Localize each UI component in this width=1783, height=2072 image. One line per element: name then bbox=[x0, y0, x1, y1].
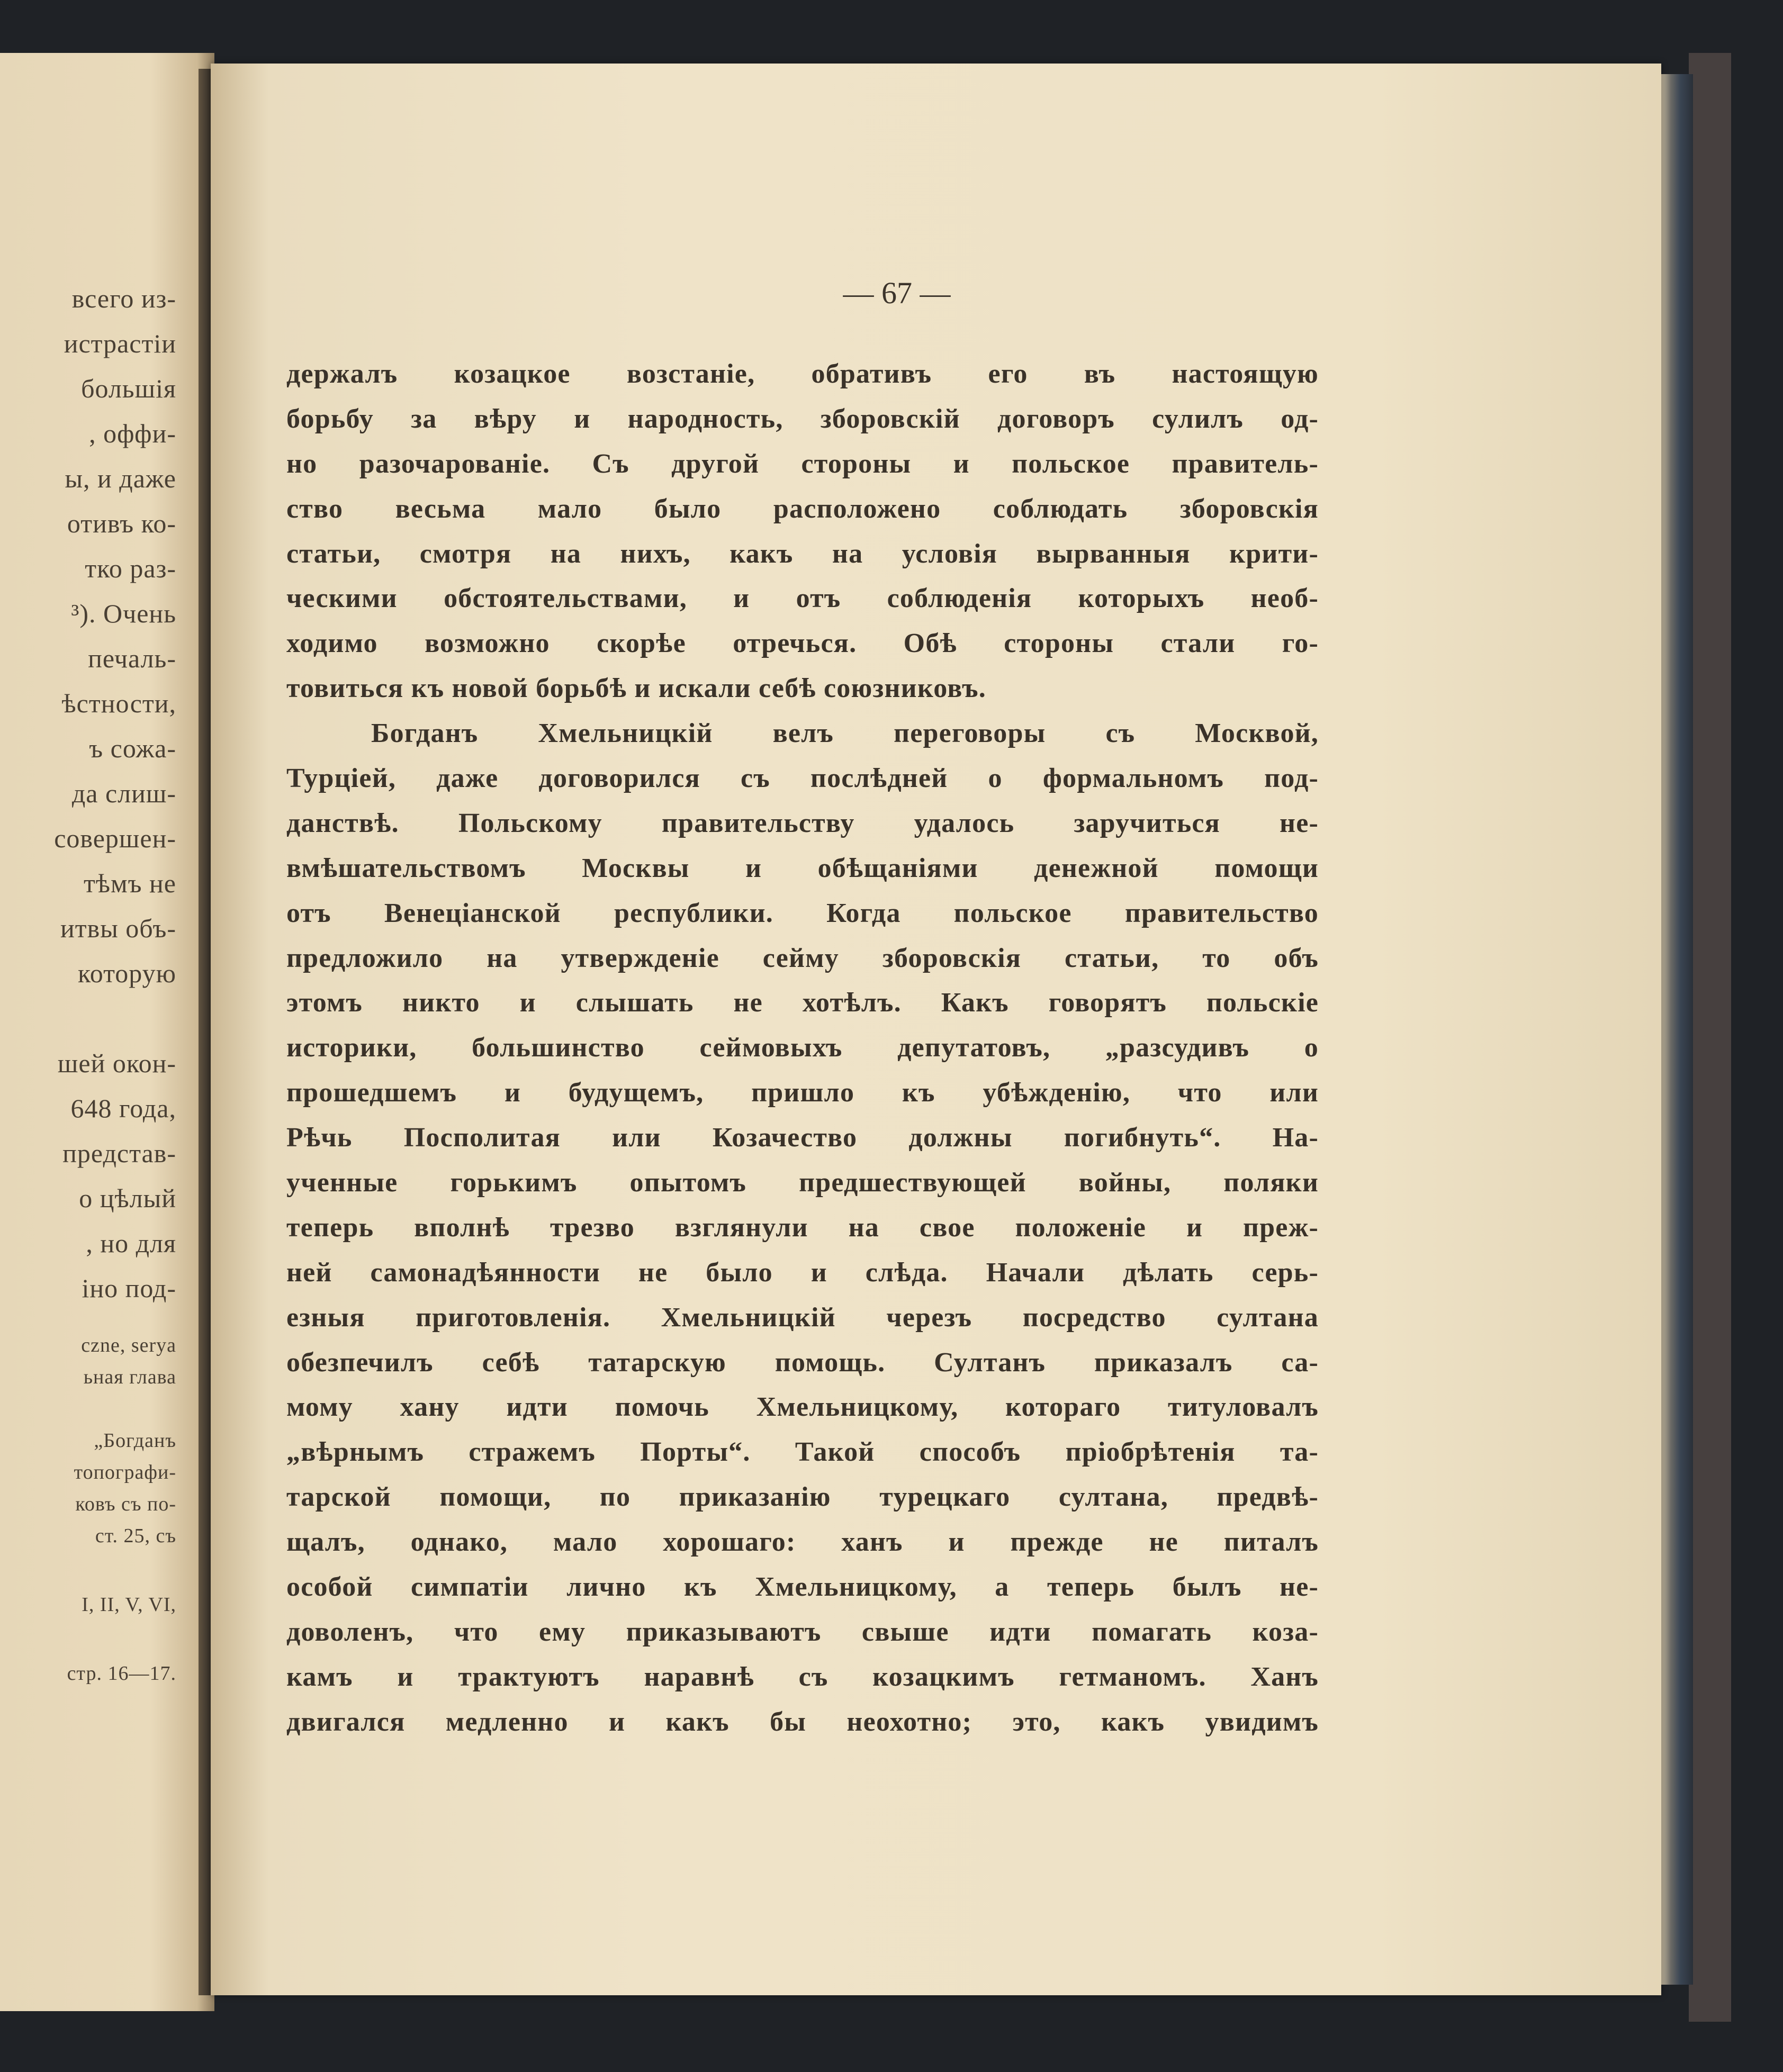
left-line: да слиш- bbox=[71, 779, 176, 808]
text-line: ученные горькимъ опытомъ предшествующей войны, поляки bbox=[286, 1168, 1319, 1198]
left-line: , оффи- bbox=[89, 419, 176, 448]
text-line: данствѣ. Польскому правительству удалось заручиться не- bbox=[286, 808, 1319, 838]
left-line: истрастіи bbox=[64, 329, 176, 358]
left-line: ы, и даже bbox=[65, 464, 176, 493]
left-line: ъ сожа- bbox=[89, 734, 176, 763]
text-line: Богданъ Хмельницкій велъ переговоры съ Москвой, bbox=[371, 718, 1319, 749]
text-line: этомъ никто и слышать не хотѣлъ. Какъ говорятъ польскіе bbox=[286, 988, 1319, 1018]
right-page bbox=[211, 64, 1661, 1995]
left-footnote: czne, serya bbox=[81, 1334, 176, 1356]
text-line: Турціей, даже договорился съ послѣдней о формальномъ под- bbox=[286, 763, 1319, 794]
text-line: ство весьма мало было расположено соблюдать зборовскія bbox=[286, 493, 1319, 524]
text-line: прошедшемъ и будущемъ, пришло къ убѣжденію, что или bbox=[286, 1078, 1319, 1108]
text-line: Рѣчь Посполитая или Козачество должны погибнуть“. На- bbox=[286, 1123, 1319, 1153]
text-line: статьи, смотря на нихъ, какъ на условія вырванныя крити- bbox=[286, 538, 1319, 569]
text-line: ческими обстоятельствами, и отъ соблюденія которыхъ необ- bbox=[286, 583, 1319, 614]
left-line: всего из- bbox=[71, 284, 176, 313]
text-line: держалъ козацкое возстаніе, обративъ его въ настоящую bbox=[286, 359, 1319, 389]
text-line: товиться къ новой борьбѣ и искали себѣ союзниковъ. bbox=[286, 673, 986, 704]
page-stack-edge bbox=[1661, 74, 1693, 1985]
left-line: представ- bbox=[62, 1138, 176, 1168]
left-line: 648 года, bbox=[70, 1093, 176, 1123]
left-line: тѣмъ не bbox=[84, 868, 176, 898]
text-line: предложило на утвержденіе сейму зборовскія статьи, то объ bbox=[286, 943, 1319, 973]
text-line: ходимо возможно скорѣе отречься. Обѣ стороны стали го- bbox=[286, 628, 1319, 659]
left-footnote: топографи- bbox=[74, 1461, 176, 1483]
text-line: тарской помощи, по приказанію турецкаго султана, предвѣ- bbox=[286, 1482, 1319, 1513]
text-line: борьбу за вѣру и народность, зборовскій договоръ сулилъ од- bbox=[286, 403, 1319, 434]
left-line: большія bbox=[81, 374, 176, 403]
left-footnote: ст. 25, съ bbox=[95, 1525, 176, 1547]
left-line: о цѣлый bbox=[79, 1183, 176, 1213]
text-line: доволенъ, что ему приказываютъ свыше идти помагать коза- bbox=[286, 1616, 1319, 1647]
text-line: вмѣшательствомъ Москвы и обѣщаніями денежной помощи bbox=[286, 853, 1319, 883]
text-line: двигался медленно и какъ бы неохотно; это, какъ увидимъ bbox=[286, 1706, 1319, 1737]
text-line: езныя приготовленія. Хмельницкій черезъ посредство султана bbox=[286, 1302, 1319, 1333]
text-line: теперь вполнѣ трезво взглянули на свое положеніе и преж- bbox=[286, 1212, 1319, 1243]
left-line: тко раз- bbox=[85, 554, 176, 583]
left-footnote: I, II, V, VI, bbox=[82, 1594, 176, 1616]
left-page bbox=[0, 53, 214, 2011]
left-line: шей окон- bbox=[57, 1048, 176, 1078]
text-line: обезпечилъ себѣ татарскую помощь. Султанъ приказалъ са- bbox=[286, 1347, 1319, 1378]
left-line: ѣстности, bbox=[61, 689, 176, 718]
left-line: которую bbox=[78, 958, 176, 988]
left-line: ³). Очень bbox=[71, 599, 176, 628]
text-line: ней самонадѣянности не было и слѣда. Начали дѣлать серь- bbox=[286, 1257, 1319, 1288]
book-cover-edge bbox=[1689, 53, 1731, 2022]
left-line: іно под- bbox=[82, 1273, 176, 1303]
text-line: но разочарованіе. Съ другой стороны и польское правитель- bbox=[286, 448, 1319, 479]
text-line: щалъ, однако, мало хорошаго: ханъ и прежде не питалъ bbox=[286, 1527, 1319, 1558]
text-line: отъ Венеціанской республики. Когда польское правительство bbox=[286, 898, 1319, 928]
text-line: особой симпатіи лично къ Хмельницкому, а теперь былъ не- bbox=[286, 1572, 1319, 1603]
text-line: мому хану идти помочь Хмельницкому, котораго титуловалъ bbox=[286, 1392, 1319, 1423]
left-line: отивъ ко- bbox=[67, 509, 176, 538]
left-footnote: ковъ съ по- bbox=[75, 1493, 176, 1515]
left-footnote: ьная глава bbox=[83, 1366, 176, 1388]
page-text bbox=[286, 352, 1319, 1745]
left-line: итвы объ- bbox=[60, 913, 176, 943]
text-line: „вѣрнымъ стражемъ Порты“. Такой способъ пріобрѣтенія та- bbox=[286, 1437, 1319, 1468]
left-line: совершен- bbox=[54, 824, 176, 853]
left-footnote: „Богданъ bbox=[94, 1429, 176, 1452]
left-line: , но для bbox=[86, 1228, 176, 1258]
left-footnote: стр. 16—17. bbox=[67, 1662, 176, 1685]
page-number: — 67 — bbox=[843, 276, 951, 310]
text-line: историки, большинство сеймовыхъ депутатовъ, „разсудивъ о bbox=[286, 1033, 1319, 1063]
text-line: камъ и трактуютъ наравнѣ съ козацкимъ гетманомъ. Ханъ bbox=[286, 1661, 1319, 1692]
left-line: печаль- bbox=[88, 644, 176, 673]
